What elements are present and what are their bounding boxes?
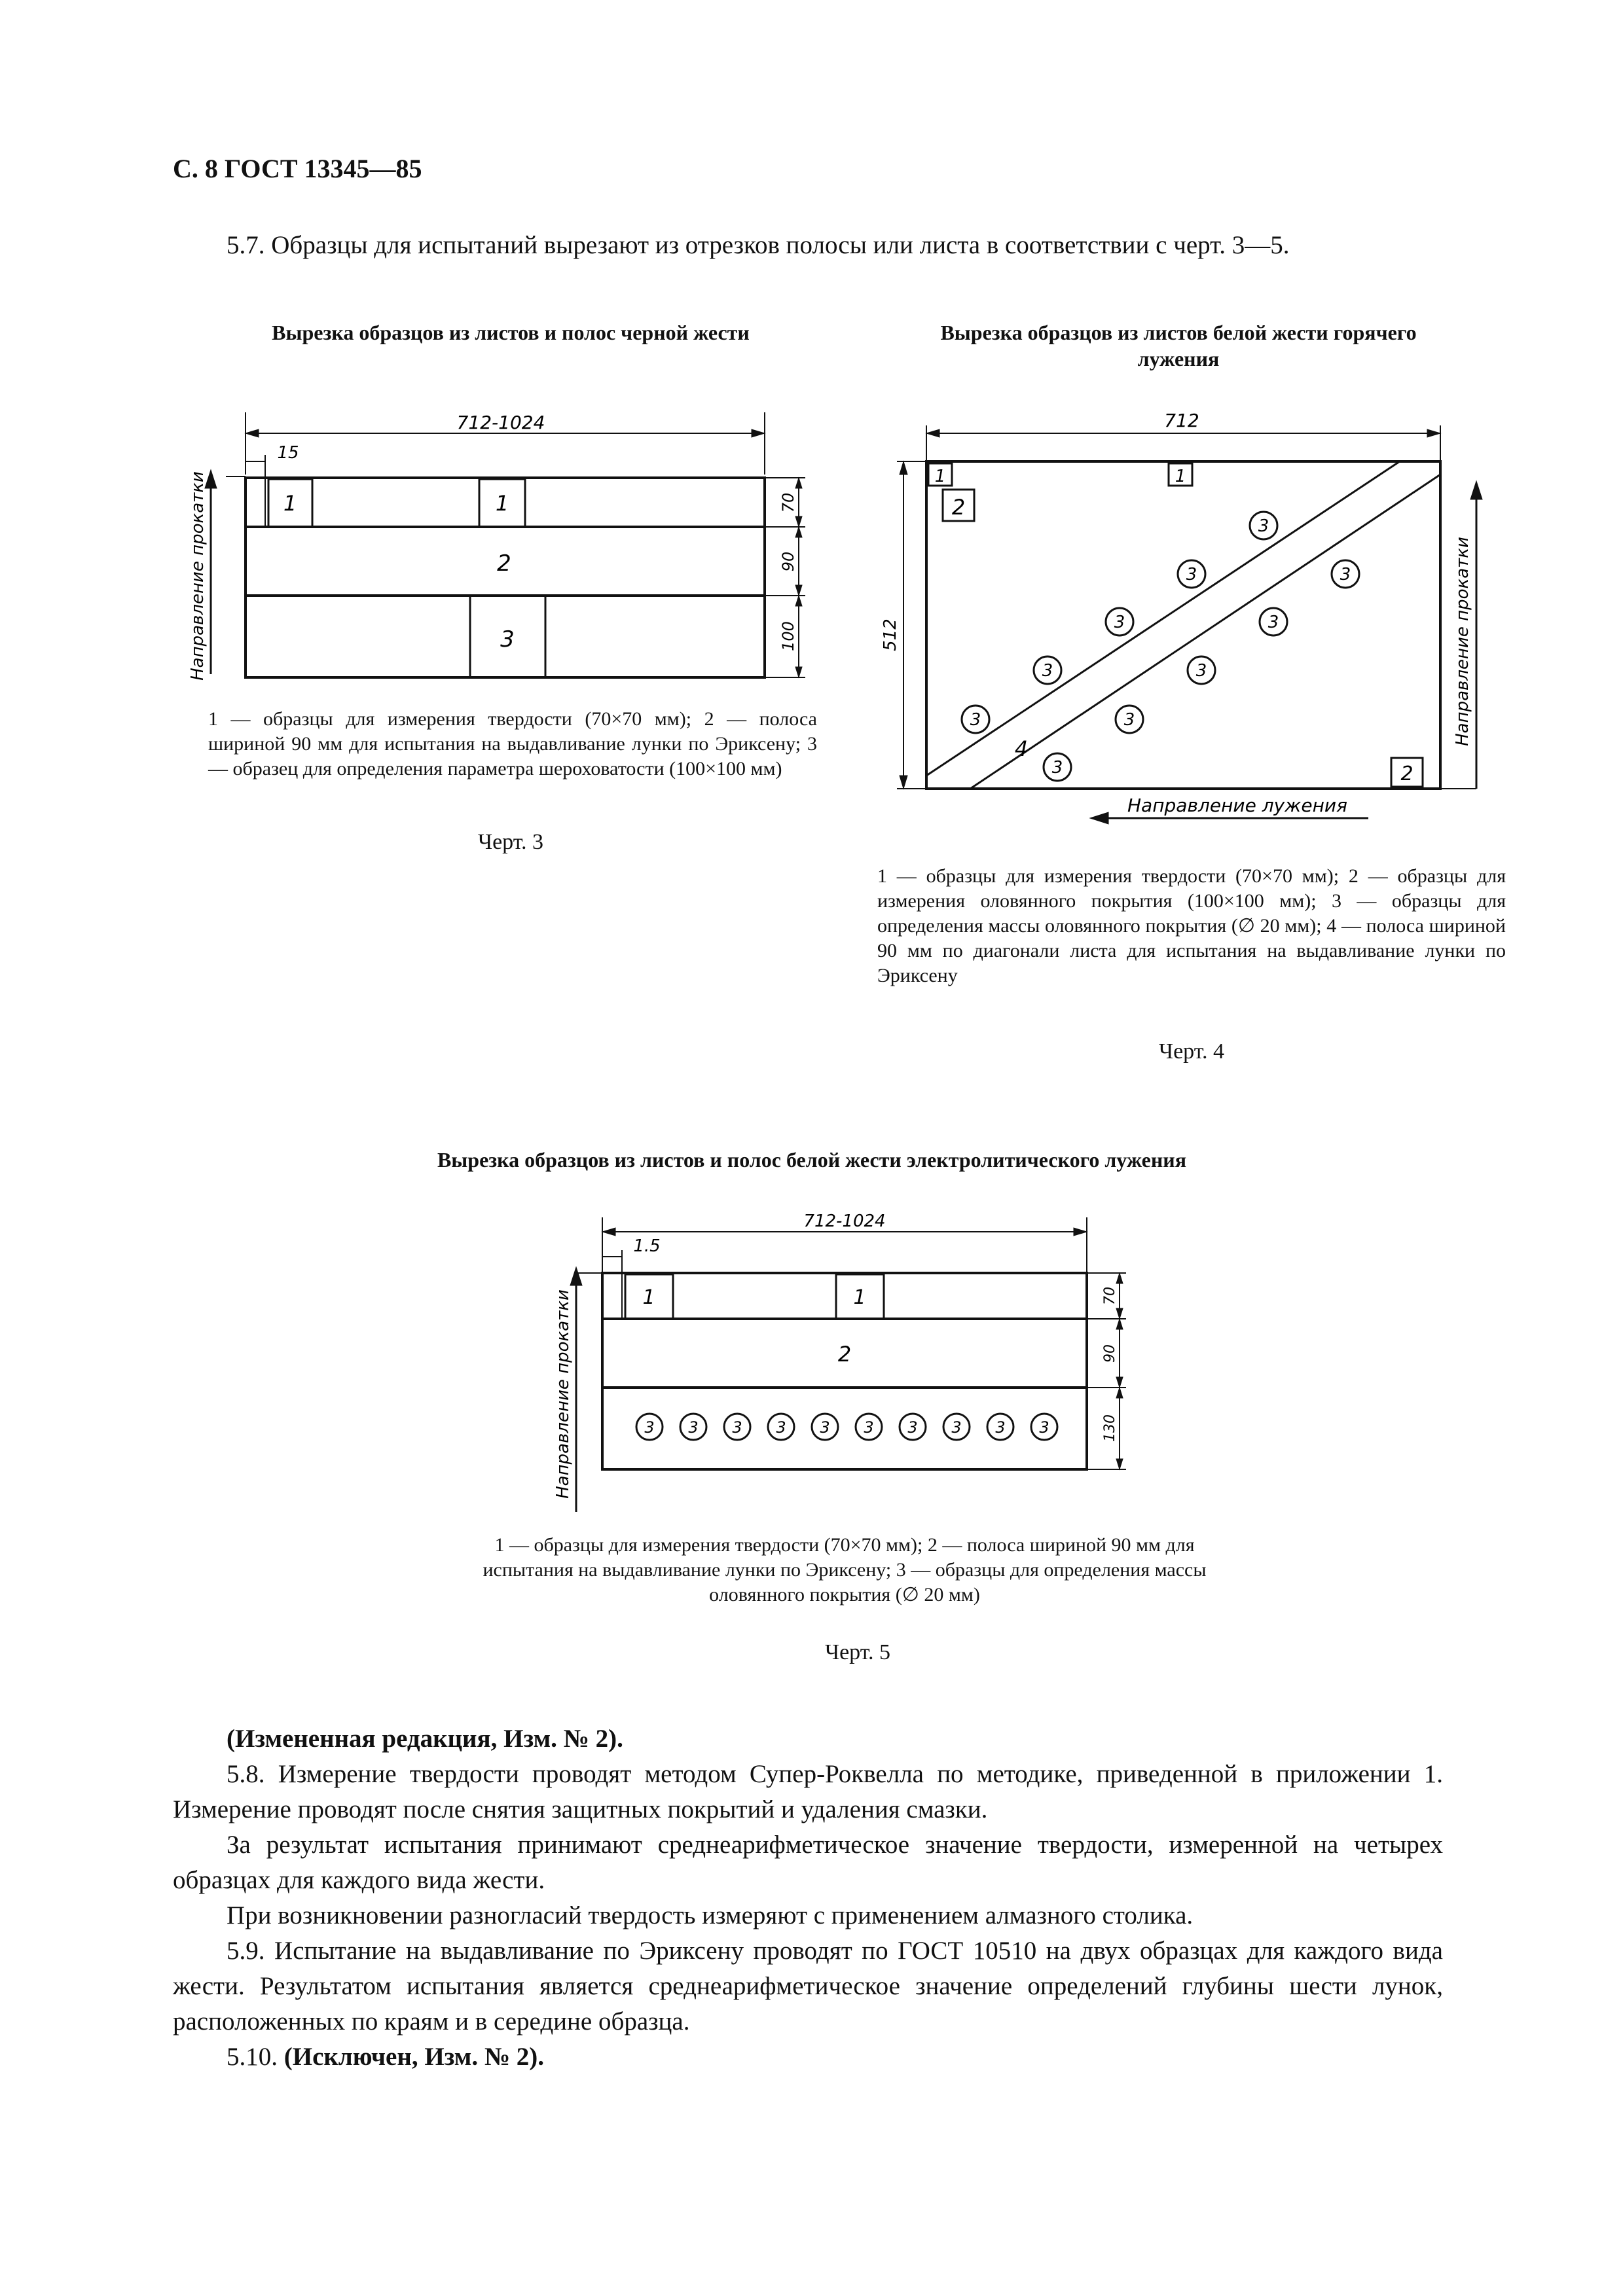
fig5-label-1a: 1 <box>642 1286 655 1309</box>
fig5-label-3: 3 <box>995 1418 1006 1437</box>
paragraph-5-10-number: 5.10. <box>227 2043 278 2071</box>
fig4-label-3: 3 <box>1186 565 1197 584</box>
figure-5-caption: Черт. 5 <box>824 1640 891 1664</box>
fig3-label-1b: 1 <box>495 491 509 516</box>
fig5-label-3: 3 <box>864 1418 874 1437</box>
paragraph-5-7: 5.7. Образцы для испытаний вырезают из отрезков полосы или листа в соответствии с черт. 3—5. <box>227 231 1290 259</box>
fig4-label-4: 4 <box>1014 736 1029 761</box>
fig4-label-3: 3 <box>1267 613 1279 632</box>
fig3-h2-dim: 90 <box>779 551 797 572</box>
fig5-label-3: 3 <box>644 1418 655 1437</box>
fig5-label-3: 3 <box>732 1418 742 1437</box>
fig3-h1-dim: 70 <box>779 492 797 513</box>
paragraph-5-10-text: (Исключен, Изм. № 2). <box>283 2043 545 2071</box>
amendment-note: (Измененная редакция, Изм. № 2). <box>227 1725 623 1753</box>
fig4-label-3: 3 <box>1340 565 1351 584</box>
paragraph-5-10 <box>173 2039 1443 2075</box>
fig5-edge-dim: 1.5 <box>633 1236 661 1256</box>
fig3-label-3: 3 <box>500 626 515 653</box>
figure-5-title: Вырезка образцов из листов и полос белой жести электролитического лужения <box>437 1148 1187 1172</box>
fig4-height-dim: 512 <box>881 619 900 651</box>
fig3-h3-dim: 100 <box>779 621 797 651</box>
fig3-direction-label: Направление прокатки <box>188 471 208 681</box>
paragraph-5-8-result: За результат испытания принимают среднеарифметическое значение твердости, измеренной на четырех образцах для каждого вида жести. <box>173 1831 1443 1894</box>
fig5-label-3: 3 <box>776 1418 786 1437</box>
fig4-tin-direction-label: Направление лужения <box>1127 795 1347 816</box>
fig5-h3-dim: 130 <box>1102 1414 1118 1442</box>
fig4-label-3: 3 <box>1042 661 1053 681</box>
fig4-roll-direction-label: Направление прокатки <box>1453 537 1472 746</box>
page-header: С. 8 ГОСТ 13345—85 <box>173 154 422 183</box>
paragraph-5-9: 5.9. Испытание на выдавливание по Эриксену проводят по ГОСТ 10510 на двух образцах для каждого вида жести. Результатом испытания является среднеарифметическое значение определений глубины шести лунок, расположенных по краям и в середине образца. <box>173 1937 1443 2036</box>
fig3-label-1a: 1 <box>283 491 297 516</box>
figure-3-legend: 1 — образцы для измерения твердости (70×70 мм); 2 — полоса шириной 90 мм для испытания на выдавливание лунки по Эриксену; 3 — образец для определения параметра шероховатости (100×100 мм) <box>208 708 817 780</box>
fig4-label-2a: 2 <box>951 495 966 520</box>
fig5-label-2: 2 <box>837 1342 852 1367</box>
fig3-edge-dim: 15 <box>277 443 299 463</box>
figure-5-drawing <box>530 1204 1159 1518</box>
fig5-width-dim: 712-1024 <box>803 1211 886 1231</box>
fig5-label-3: 3 <box>1039 1418 1049 1437</box>
figure-4-caption: Черт. 4 <box>1158 1039 1225 1064</box>
fig4-label-1b: 1 <box>1175 467 1186 486</box>
fig4-label-3: 3 <box>1051 758 1063 778</box>
fig5-h2-dim: 90 <box>1102 1344 1118 1363</box>
paragraph-5-8: 5.8. Измерение твердости проводят методом Супер-Роквелла по методике, приведенной в приложении 1. Измерение проводят после снятия защитных покрытий и удаления смазки. <box>173 1760 1443 1823</box>
fig5-h1-dim: 70 <box>1102 1287 1118 1305</box>
fig4-label-3: 3 <box>1258 516 1269 536</box>
fig4-label-2b: 2 <box>1400 762 1413 785</box>
fig5-label-3: 3 <box>688 1418 699 1437</box>
figure-3-title: Вырезка образцов из листов и полос черной жести <box>272 321 750 344</box>
fig4-label-3: 3 <box>1114 613 1125 632</box>
figure-4-title: Вырезка образцов из листов белой жести горячего лужения <box>940 321 1417 370</box>
fig5-label-1b: 1 <box>853 1286 866 1309</box>
figure-5-legend: 1 — образцы для измерения твердости (70×70 мм); 2 — полоса шириной 90 мм для испытания на выдавливание лунки по Эриксену; 3 — образцы для определения массы оловянного покрытия (∅ 20 мм) <box>483 1534 1207 1605</box>
fig3-label-2: 2 <box>497 550 511 577</box>
fig4-label-1a: 1 <box>934 467 946 486</box>
fig5-label-3: 3 <box>820 1418 830 1437</box>
figure-3-drawing <box>177 393 845 694</box>
fig5-label-3: 3 <box>951 1418 962 1437</box>
figure-4-drawing <box>858 399 1493 844</box>
paragraph-5-8-disagreement: При возникновении разногласий твердость измеряют с применением алмазного столика. <box>227 1901 1194 1929</box>
fig4-width-dim: 712 <box>1164 410 1199 431</box>
figure-4-legend: 1 — образцы для измерения твердости (70×70 мм); 2 — образцы для измерения оловянного покрытия (100×100 мм); 3 — образцы для определения массы оловянного покрытия (∅ 20 мм); 4 — полоса шириной 90 мм по диагонали листа для испытания на выдавливание лунки по Эриксену <box>877 865 1506 986</box>
figure-3-caption: Черт. 3 <box>477 830 544 854</box>
fig3-width-dim: 712-1024 <box>456 412 545 433</box>
fig5-direction-label: Направление прокатки <box>553 1289 573 1499</box>
fig5-label-3: 3 <box>907 1418 918 1437</box>
fig4-label-3: 3 <box>1195 661 1207 681</box>
fig4-label-3: 3 <box>970 710 981 730</box>
fig4-label-3: 3 <box>1123 710 1135 730</box>
